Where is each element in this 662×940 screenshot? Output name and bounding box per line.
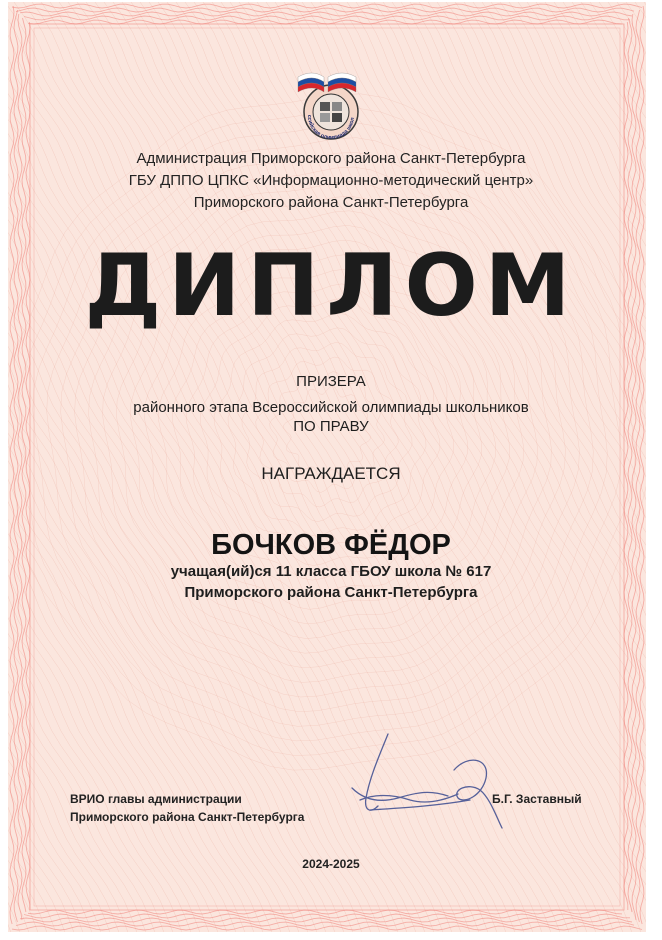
award-line-3: ПО ПРАВУ xyxy=(293,418,369,435)
diploma-title: ДИПЛОМ xyxy=(84,236,578,336)
header-line-3: Приморского района Санкт-Петербурга xyxy=(193,194,469,211)
header-line-1: Администрация Приморского района Санкт-Петербурга xyxy=(136,150,526,167)
position-line-1: ВРИО главы администрации xyxy=(70,792,242,806)
position-line-2: Приморского района Санкт-Петербурга xyxy=(70,810,305,824)
recipient-name: БОЧКОВ ФЁДОР xyxy=(211,529,451,561)
recipient-district: Приморского района Санкт-Петербурга xyxy=(184,584,478,601)
olympiad-logo xyxy=(288,68,374,148)
recipient-class: учащая(ий)ся 11 класса ГБОУ школа № 617 xyxy=(170,563,492,580)
handwritten-signature xyxy=(340,728,520,832)
academic-year: 2024-2025 xyxy=(302,857,360,871)
header-line-2: ГБУ ДППО ЦПКС «Информационно-методический центр» xyxy=(128,172,534,189)
logo-circle-text: ссийская олимпиада школ xyxy=(305,114,356,142)
award-line-2: районного этапа Всероссийской олимпиады школьников xyxy=(133,399,529,416)
awarded-label: НАГРАЖДАЕТСЯ xyxy=(261,464,401,483)
award-line-1: ПРИЗЕРА xyxy=(296,373,366,390)
signer-name: Б.Г. Заставный xyxy=(492,792,582,806)
